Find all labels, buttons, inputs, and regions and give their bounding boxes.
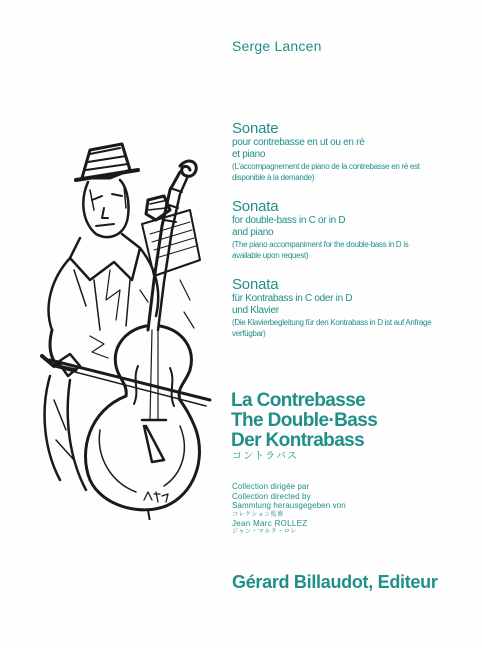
editor-name-jp: ジャン・マルク・ロレ: [232, 529, 297, 536]
series-title: [231, 391, 377, 463]
editor-label-de: Sammlung herausgegeben von: [232, 501, 346, 511]
series-title-en: The Double·Bass: [231, 410, 378, 431]
series-title-fr: La Contrebasse: [231, 390, 366, 411]
section-line: für Kontrabass in C oder in D: [232, 293, 353, 304]
section-note: verfügbar): [232, 329, 266, 338]
section-french: [232, 121, 420, 183]
section-note: disponible à la demande): [232, 173, 315, 182]
section-line: et piano: [232, 149, 266, 160]
series-title-de: Der Kontrabass: [231, 430, 365, 451]
section-title: Sonata: [232, 198, 279, 215]
publisher-name: Gérard Billaudot, Editeur: [232, 572, 438, 592]
section-title: Sonate: [232, 120, 279, 137]
editor-label-fr: Collection dirigée par: [232, 482, 310, 491]
section-note: (Die Klavierbegleitung für den Kontrabass in D ist auf Anfrage: [232, 318, 432, 327]
section-line: for double-bass in C or in D: [232, 215, 346, 226]
series-title-jp: コントラバス: [232, 451, 298, 462]
section-note: (The piano accompaniment for the double-bass in D is: [232, 240, 409, 249]
composer-name: Serge Lancen: [232, 38, 322, 54]
section-title: Sonata: [232, 276, 279, 293]
editor-label-jp: コレクション監修: [232, 511, 284, 518]
section-line: pour contrebasse en ut ou en ré: [232, 137, 365, 148]
editor-label-en: Collection directed by: [232, 491, 311, 501]
section-note: (L'accompagnement de piano de la contrebasse en ré est: [232, 162, 420, 171]
section-line: und Klavier: [232, 305, 279, 316]
section-english: [232, 199, 409, 261]
section-line: and piano: [232, 227, 274, 238]
section-note: available upon request): [232, 251, 309, 260]
double-bass-player-sketch-icon: [30, 130, 220, 520]
editor-credits: [232, 482, 346, 536]
editor-name: Jean Marc ROLLEZ: [232, 518, 308, 528]
section-german: [232, 277, 431, 339]
